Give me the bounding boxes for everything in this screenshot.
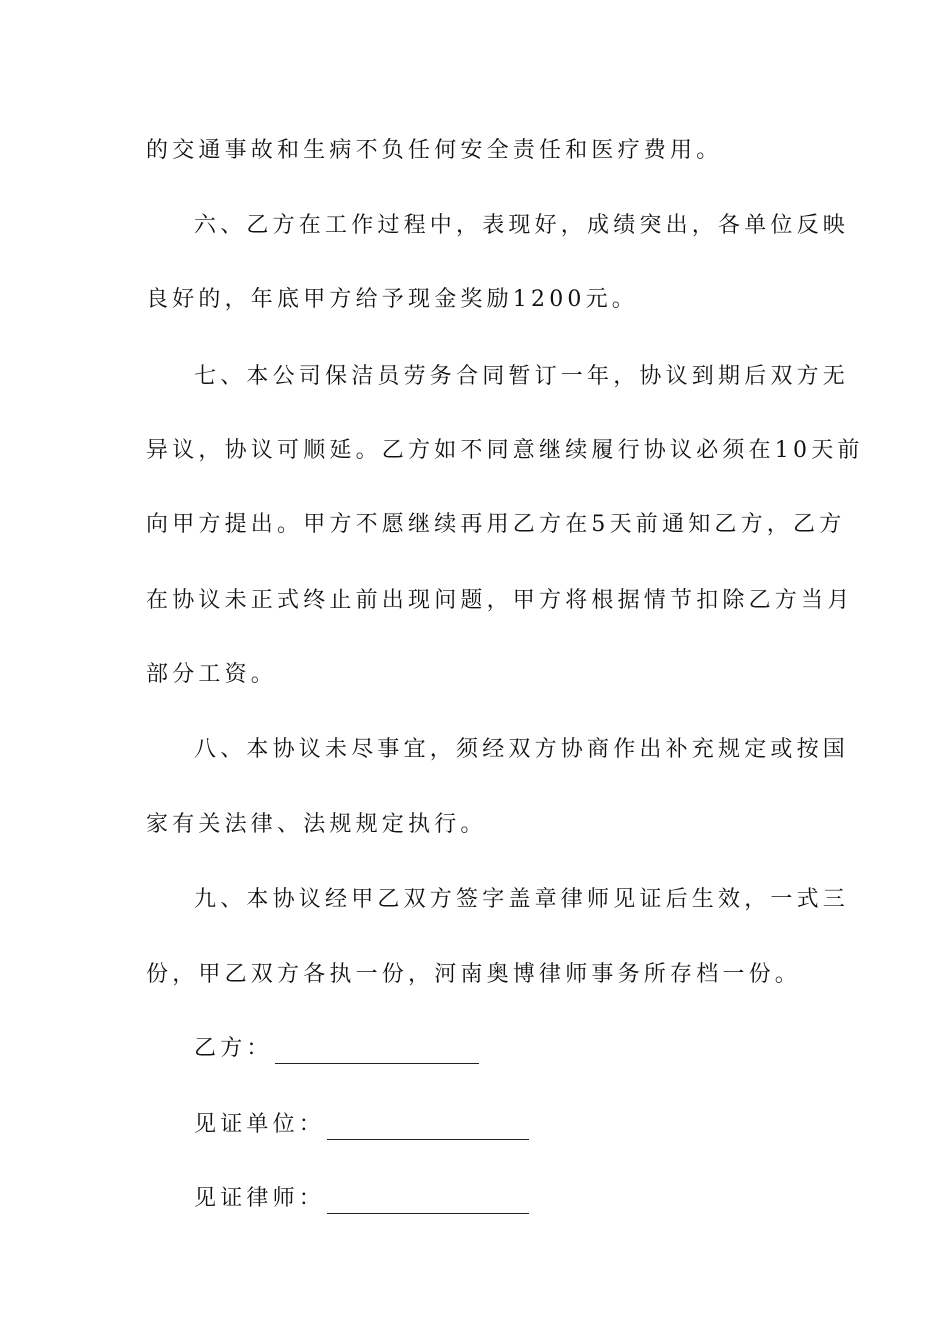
clause-9-line-1: 九、本协议经甲乙双方签字盖章律师见证后生效，一式三 [194, 887, 850, 912]
clause-8-line-1: 八、本协议未尽事宜，须经双方协商作出补充规定或按国 [194, 737, 850, 762]
clause-7-line-1: 七、本公司保洁员劳务合同暂订一年，协议到期后双方无 [194, 364, 850, 389]
witness-lawyer-label: 见证律师： [194, 1186, 326, 1211]
witness-unit-label: 见证单位： [194, 1112, 326, 1137]
clause-7-line-4: 在协议未正式终止前出现问题，甲方将根据情节扣除乙方当月 [146, 588, 854, 613]
clause-7-line-2: 异议，协议可顺延。乙方如不同意继续履行协议必须在10天前 [146, 438, 864, 463]
clause-6-line-1: 六、乙方在工作过程中，表现好，成绩突出，各单位反映 [194, 213, 850, 238]
clause-9-line-2: 份，甲乙双方各执一份，河南奥博律师事务所存档一份。 [146, 962, 802, 987]
witness-unit-signature-blank[interactable] [327, 1117, 529, 1140]
witness-lawyer-signature-blank[interactable] [327, 1191, 529, 1214]
party-b-signature-row [194, 1034, 479, 1064]
paragraph-5-tail: 的交通事故和生病不负任何安全责任和医疗费用。 [146, 138, 723, 163]
party-b-label: 乙方： [194, 1036, 273, 1061]
witness-unit-signature-row [194, 1110, 529, 1140]
clause-7-line-3: 向甲方提出。甲方不愿继续再用乙方在5天前通知乙方，乙方 [146, 512, 846, 537]
party-b-signature-blank[interactable] [275, 1041, 479, 1064]
clause-6-line-2: 良好的，年底甲方给予现金奖励1200元。 [146, 287, 638, 312]
witness-lawyer-signature-row [194, 1184, 529, 1214]
clause-8-line-2: 家有关法律、法规规定执行。 [146, 812, 487, 837]
clause-7-line-5: 部分工资。 [146, 662, 278, 687]
